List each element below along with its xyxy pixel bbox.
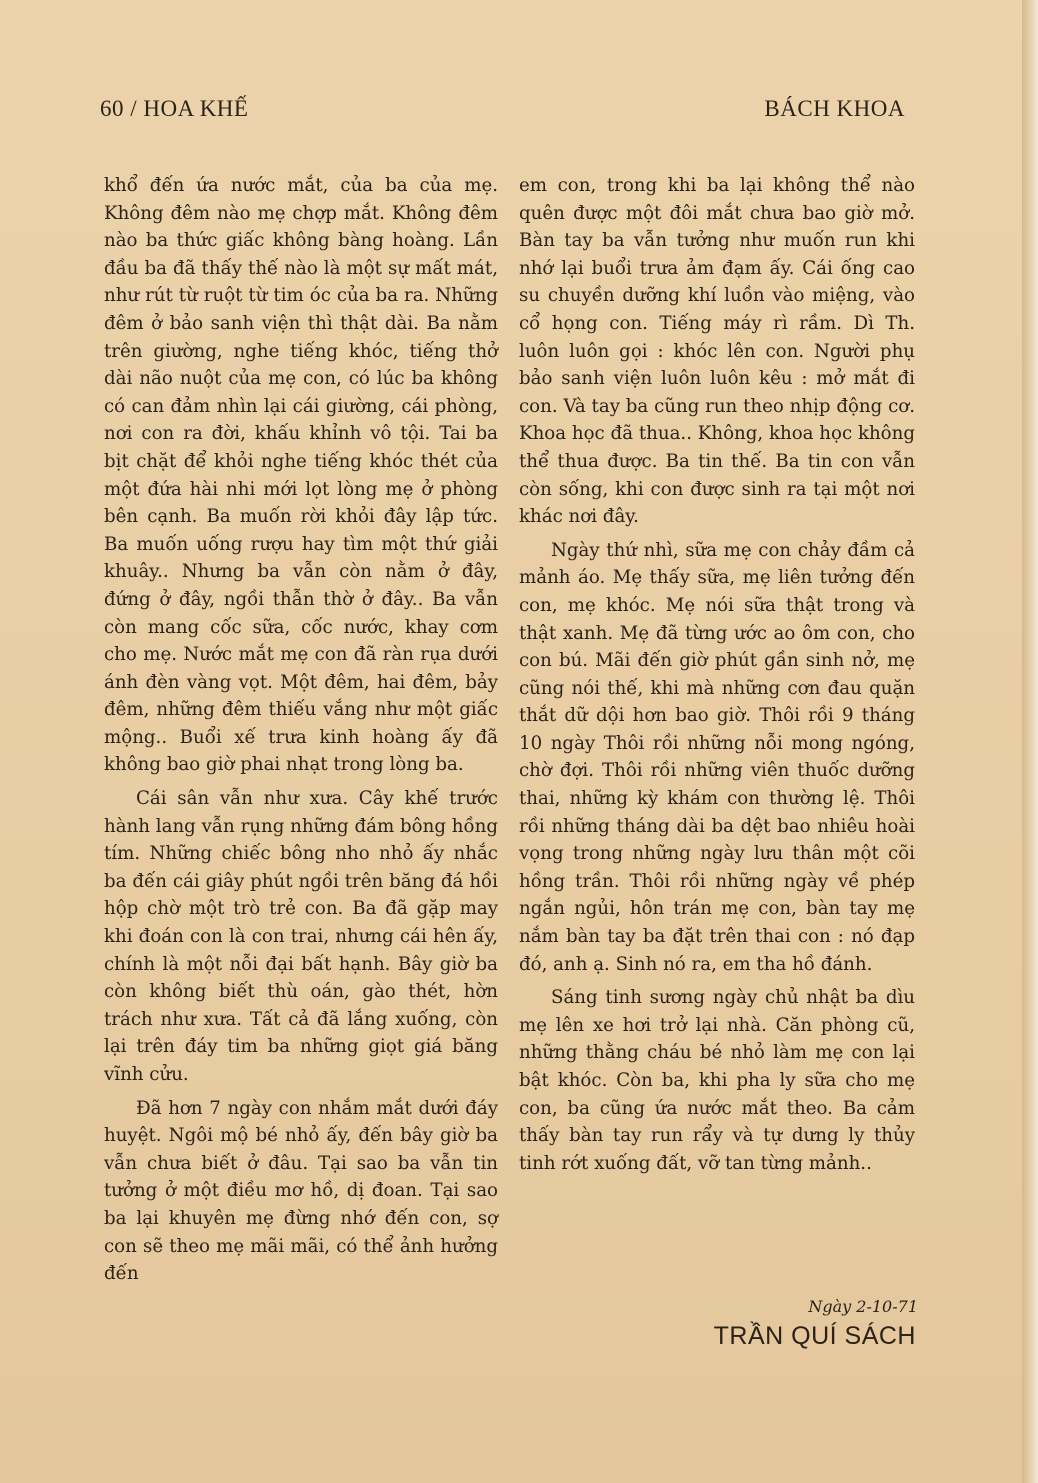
- paragraph: khổ đến ứa nước mắt, của ba của mẹ. Không đêm nào mẹ chợp mắt. Không đêm nào ba thức giấc không bàng hoàng. Lần đầu ba đã thấy thế nào là một sự mất mát, như rút từ ruột từ tim óc của ba ra. Những đêm ở bảo sanh viện thì thật dài. Ba nằm trên giường, nghe tiếng khóc, tiếng thở dài não nuột của mẹ con, có lúc ba không có can đảm nhìn lại cái giường, cái phòng, nơi con ra đời, khấu khỉnh vô tội. Tai ba bịt chặt để khỏi nghe tiếng khóc thét của một đứa hài nhi mới lọt lòng mẹ ở phòng bên cạnh. Ba muốn rời khỏi đây lập tức. Ba muốn uống rượu hay tìm một thứ giải khuây.. Nhưng ba vẫn còn nằm ở đây, đứng ở đây, ngồi thẫn thờ ở đây.. Ba vẫn còn mang cốc sữa, cốc nước, khay cơm cho mẹ. Nước mắt mẹ con đã ràn rụa dưới ánh đèn vàng vọt. Một đêm, hai đêm, bảy đêm, những đêm thiếu vắng như một giấc mộng.. Buổi xế trưa kinh hoàng ấy đã không bao giờ phai nhạt trong lòng ba.: [104, 175, 498, 776]
- paragraph: Cái sân vẫn như xưa. Cây khế trước hành lang vẫn rụng những đám bông hồng tím. Những chiếc bông nho nhỏ ấy nhắc ba đến cái giây phút ngồi trên băng đá hồi hộp chờ một trò trẻ con. Ba đã gặp may khi đoán con là con trai, nhưng cái hên ấy, chính là một nỗi đại bất hạnh. Bây giờ ba còn không biết thù oán, gào thét, hờn trách như xưa. Tất cả đã lắng xuống, còn lại trên đáy tim ba những giọt giá băng vĩnh cửu.: [104, 788, 498, 1085]
- magazine-title: BÁCH KHOA: [764, 96, 905, 121]
- page-number-section: 60 / HOA KHẾ: [100, 96, 249, 121]
- left-column: [104, 172, 498, 1288]
- page-header: [100, 96, 905, 132]
- paragraph: Ngày thứ nhì, sữa mẹ con chảy đầm cả mảnh áo. Mẹ thấy sữa, mẹ liên tưởng đến con, mẹ khóc. Mẹ nói sữa thật trong và thật xanh. Mẹ đã từng ước ao ôm con, cho con bú. Mãi đến giờ phút gần sinh nở, mẹ cũng nói thế, khi mà những cơn đau quặn thắt dữ dội hơn bao giờ. Thôi rồi 9 tháng 10 ngày Thôi rồi những nỗi mong ngóng, chờ đợi. Thôi rồi những viên thuốc dưỡng thai, những kỳ khám con thường lệ. Thôi rồi những tháng dài ba dệt bao nhiêu hoài vọng trong những ngày lưu thân một cõi hồng trần. Thôi rồi những ngày về phép ngắn ngủi, hôn trán mẹ con, bàn tay mẹ nắm bàn tay ba đặt trên thai con : nó đạp đó, anh ạ. Sinh nó ra, em tha hồ đánh.: [519, 539, 915, 975]
- article-author: TRẦN QUÍ SÁCH: [713, 1322, 916, 1350]
- paragraph: Đã hơn 7 ngày con nhắm mắt dưới đáy huyệt. Ngôi mộ bé nhỏ ấy, đến bây giờ ba vẫn chưa biết ở đâu. Tại sao ba vẫn tin tưởng ở một điều mơ hồ, dị đoan. Tại sao ba lại khuyên mẹ đừng nhớ đến con, sợ con sẽ theo mẹ mãi mãi, có thể ảnh hưởng đến: [104, 1097, 498, 1285]
- paragraph: em con, trong khi ba lại không thể nào quên được một đôi mắt chưa bao giờ mở. Bàn tay ba vẫn tưởng như muốn run khi nhớ lại buổi trưa ảm đạm ấy. Cái ống cao su chuyền dưỡng khí luồn vào miệng, vào cổ họng con. Tiếng máy rì rầm. Dì Th. luôn luôn gọi : khóc lên con. Người phụ bảo sanh viện luôn luôn kêu : mở mắt đi con. Và tay ba cũng run theo nhịp động cơ. Khoa học đã thua.. Không, khoa học không thể thua được. Ba tin thế. Ba tin con vẫn còn sống, khi con được sinh ra tại một nơi khác nơi đây.: [519, 175, 915, 528]
- paragraph: Sáng tinh sương ngày chủ nhật ba dìu mẹ lên xe hơi trở lại nhà. Căn phòng cũ, những thằng cháu bé nhỏ làm mẹ con lại bật khóc. Còn ba, khi pha ly sữa cho mẹ con, ba cũng ứa nước mắt theo. Ba cảm thấy bàn tay run rẩy và tự dưng ly thủy tinh rớt xuống đất, vỡ tan từng mảnh..: [519, 987, 915, 1174]
- article-date: Ngày 2-10-71: [808, 1297, 918, 1316]
- right-column: [519, 172, 915, 1177]
- page-edge: [1022, 0, 1038, 1483]
